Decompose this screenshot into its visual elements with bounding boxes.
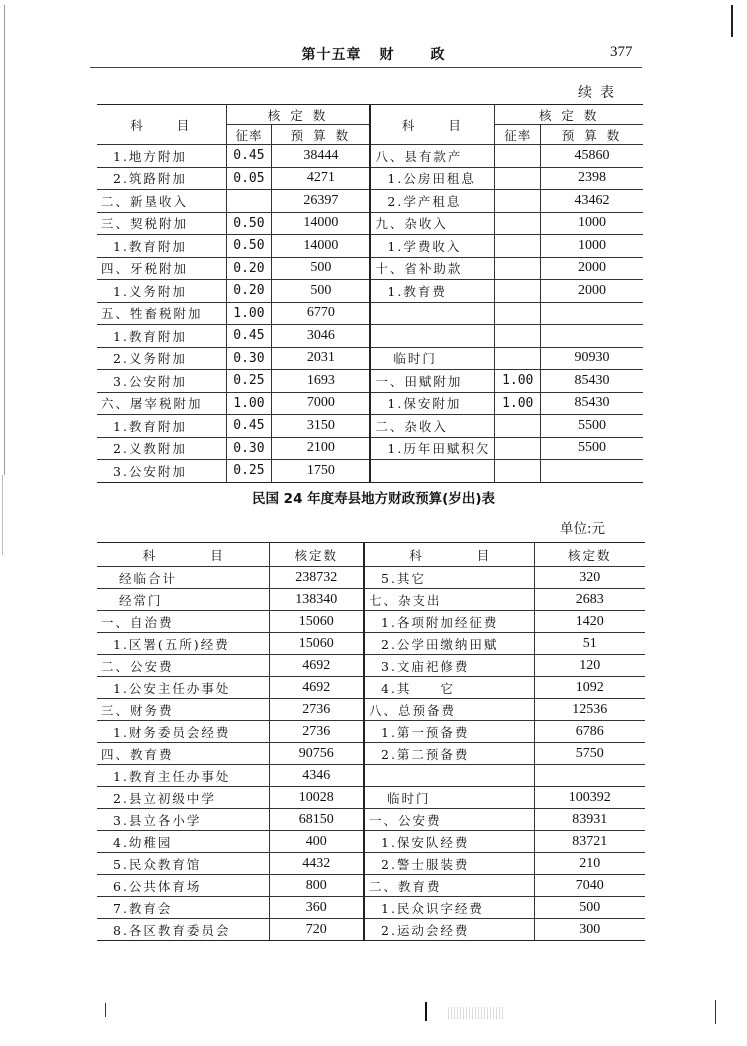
right-value: 300	[534, 919, 645, 941]
table-row	[97, 611, 645, 633]
left-value: 4692	[269, 677, 364, 699]
right-subject: 1.各项附加经征费	[364, 611, 534, 633]
left-budget: 6770	[272, 302, 371, 325]
right-subject: 一、田赋附加	[370, 370, 494, 393]
left-value: 138340	[269, 589, 364, 611]
right-rate	[495, 302, 541, 325]
right-value: 51	[534, 633, 645, 655]
left-rate: 0.45	[226, 325, 272, 348]
right-value: 1092	[534, 677, 645, 699]
left-value: 720	[269, 919, 364, 941]
right-subject: 2.运动会经费	[364, 919, 534, 941]
table-title: 民国 24 年度寿县地方财政预算(岁出)表	[251, 491, 496, 507]
right-budget: 90930	[541, 347, 643, 370]
left-rate: 0.30	[226, 347, 272, 370]
left-subject: 1.区署(五所)经费	[97, 633, 269, 655]
left-budget: 1750	[272, 460, 371, 483]
left-budget: 2031	[272, 347, 371, 370]
right-budget: 85430	[541, 370, 643, 393]
right-value: 5750	[534, 743, 645, 765]
header-rate: 征率	[226, 125, 272, 145]
header-verified: 核定数	[534, 543, 645, 567]
left-budget: 3150	[272, 415, 371, 438]
left-value: 4432	[269, 853, 364, 875]
table-header-row	[97, 543, 645, 567]
header-budget: 预 算 数	[272, 125, 371, 145]
header-subject-a: 科	[142, 547, 156, 563]
section-char-a: 财	[379, 47, 395, 63]
left-subject: 1.地方附加	[97, 145, 226, 168]
right-subject: 1.民众识字经费	[364, 897, 534, 919]
table-row	[97, 655, 645, 677]
table-row	[97, 437, 643, 460]
table-row	[97, 302, 643, 325]
left-subject: 4.幼稚园	[97, 831, 269, 853]
header-rule	[90, 67, 642, 68]
left-subject: 1.教育附加	[97, 325, 226, 348]
right-budget: 2000	[541, 257, 643, 280]
table-row	[97, 235, 643, 258]
right-value: 83931	[534, 809, 645, 831]
left-rate: 0.45	[226, 145, 272, 168]
table-row	[97, 370, 643, 393]
header-verified: 核 定 数	[495, 105, 643, 125]
right-subject: 2.第二预备费	[364, 743, 534, 765]
right-budget	[541, 302, 643, 325]
left-subject: 一、自治费	[97, 611, 269, 633]
left-value: 4692	[269, 655, 364, 677]
table-row	[97, 167, 643, 190]
table-row	[97, 875, 645, 897]
left-budget: 7000	[272, 392, 371, 415]
table-row	[97, 809, 645, 831]
table-row	[97, 190, 643, 213]
right-budget: 85430	[541, 392, 643, 415]
left-rate: 0.20	[226, 257, 272, 280]
right-rate	[495, 235, 541, 258]
left-subject: 1.教育主任办事处	[97, 765, 269, 787]
left-subject: 3.公安附加	[97, 370, 226, 393]
right-budget: 5500	[541, 437, 643, 460]
table-row	[97, 721, 645, 743]
left-rate: 1.00	[226, 392, 272, 415]
header-subject	[97, 543, 269, 567]
right-value	[534, 765, 645, 787]
right-budget: 5500	[541, 415, 643, 438]
right-subject: 1.历年田赋积欠	[370, 437, 494, 460]
table-row	[97, 280, 643, 303]
left-subject: 8.各区教育委员会	[97, 919, 269, 941]
left-budget: 3046	[272, 325, 371, 348]
table-row	[97, 347, 643, 370]
table-row	[97, 853, 645, 875]
left-value: 238732	[269, 567, 364, 589]
left-rate: 0.25	[226, 370, 272, 393]
right-subject: 1.保安队经费	[364, 831, 534, 853]
table-row	[97, 567, 645, 589]
table-row	[97, 831, 645, 853]
left-rate: 0.50	[226, 212, 272, 235]
right-budget: 43462	[541, 190, 643, 213]
left-subject: 四、牙税附加	[97, 257, 226, 280]
right-subject: 4.其 它	[364, 677, 534, 699]
left-rate: 0.30	[226, 437, 272, 460]
right-rate	[495, 257, 541, 280]
right-rate	[495, 460, 541, 483]
right-budget	[541, 325, 643, 348]
table-row	[97, 257, 643, 280]
right-subject: 二、杂收入	[370, 415, 494, 438]
left-subject: 1.公安主任办事处	[97, 677, 269, 699]
right-subject	[370, 460, 494, 483]
right-value: 100392	[534, 787, 645, 809]
right-subject: 临时门	[364, 787, 534, 809]
right-subject: 十、省补助款	[370, 257, 494, 280]
header-verified: 核定数	[269, 543, 364, 567]
left-rate	[226, 190, 272, 213]
scan-mark	[715, 1000, 716, 1024]
header-subject-a: 科	[409, 547, 422, 563]
scan-mark	[105, 1003, 106, 1017]
right-rate	[495, 325, 541, 348]
left-budget: 14000	[272, 212, 371, 235]
table-row	[97, 325, 643, 348]
right-subject: 七、杂支出	[364, 589, 534, 611]
right-value: 6786	[534, 721, 645, 743]
right-rate	[495, 437, 541, 460]
left-rate: 0.20	[226, 280, 272, 303]
left-subject: 3.县立各小学	[97, 809, 269, 831]
left-value: 400	[269, 831, 364, 853]
header-subject	[364, 543, 534, 567]
table-row	[97, 919, 645, 941]
left-budget: 38444	[272, 145, 371, 168]
right-rate	[495, 212, 541, 235]
left-rate: 0.25	[226, 460, 272, 483]
right-budget: 2000	[541, 280, 643, 303]
left-value: 360	[269, 897, 364, 919]
right-subject: 1.公房田租息	[370, 167, 494, 190]
right-budget: 1000	[541, 212, 643, 235]
header-subject: 科 目	[370, 105, 494, 145]
left-subject: 2.县立初级中学	[97, 787, 269, 809]
left-rate: 1.00	[226, 302, 272, 325]
left-subject: 6.公共体育场	[97, 875, 269, 897]
right-value: 210	[534, 853, 645, 875]
left-budget: 26397	[272, 190, 371, 213]
right-rate: 1.00	[495, 370, 541, 393]
unit-label: 单位:元	[560, 521, 606, 537]
left-budget: 1693	[272, 370, 371, 393]
header-subject-b: 目	[476, 547, 490, 563]
table-header-row	[97, 105, 643, 125]
right-subject: 3.文庙祀修费	[364, 655, 534, 677]
left-budget: 2100	[272, 437, 371, 460]
right-subject: 1.保安附加	[370, 392, 494, 415]
continued-label: 续表	[578, 85, 622, 101]
left-subject: 五、牲畜税附加	[97, 302, 226, 325]
running-header	[0, 44, 747, 64]
table-row	[97, 392, 643, 415]
left-subject: 1.教育附加	[97, 415, 226, 438]
revenue-table-continued	[97, 104, 643, 483]
left-subject: 2.义教附加	[97, 437, 226, 460]
table-row	[97, 787, 645, 809]
left-subject: 三、契税附加	[97, 212, 226, 235]
left-subject: 经常门	[97, 589, 269, 611]
left-subject: 1.义务附加	[97, 280, 226, 303]
right-subject: 1.教育费	[370, 280, 494, 303]
expenditure-table	[97, 542, 645, 941]
right-subject: 2.公学田缴纳田赋	[364, 633, 534, 655]
right-subject: 八、县有款产	[370, 145, 494, 168]
right-value: 2683	[534, 589, 645, 611]
left-subject: 2.筑路附加	[97, 167, 226, 190]
header-subject-b: 目	[210, 547, 223, 563]
right-subject: 1.学费收入	[370, 235, 494, 258]
right-subject: 临时门	[370, 347, 494, 370]
left-value: 90756	[269, 743, 364, 765]
right-subject	[364, 765, 534, 787]
header-budget: 预 算 数	[541, 125, 643, 145]
scan-edge-mark	[731, 5, 733, 37]
table-row	[97, 699, 645, 721]
right-budget: 45860	[541, 145, 643, 168]
right-budget: 1000	[541, 235, 643, 258]
left-subject: 1.教育附加	[97, 235, 226, 258]
right-value: 83721	[534, 831, 645, 853]
page-number: 377	[610, 44, 633, 60]
right-subject: 2.警士服装费	[364, 853, 534, 875]
table-row	[97, 145, 643, 168]
right-value: 12536	[534, 699, 645, 721]
left-rate: 0.05	[226, 167, 272, 190]
left-value: 2736	[269, 721, 364, 743]
left-value: 15060	[269, 633, 364, 655]
scan-edge-line	[4, 5, 5, 475]
left-value: 68150	[269, 809, 364, 831]
left-subject: 5.民众教育馆	[97, 853, 269, 875]
left-subject: 四、教育费	[97, 743, 269, 765]
header-subject: 科 目	[97, 105, 226, 145]
header-rate: 征率	[495, 125, 541, 145]
table-row	[97, 633, 645, 655]
right-subject	[370, 302, 494, 325]
right-budget	[541, 460, 643, 483]
chapter-label: 第十五章	[301, 47, 362, 63]
right-subject: 一、公安费	[364, 809, 534, 831]
table-row	[97, 897, 645, 919]
left-value: 15060	[269, 611, 364, 633]
right-rate	[495, 347, 541, 370]
right-subject: 九、杂收入	[370, 212, 494, 235]
left-value: 2736	[269, 699, 364, 721]
left-value: 10028	[269, 787, 364, 809]
left-subject: 7.教育会	[97, 897, 269, 919]
left-subject: 二、新垦收入	[97, 190, 226, 213]
scan-noise	[448, 1007, 503, 1019]
right-value: 120	[534, 655, 645, 677]
left-subject: 3.公安附加	[97, 460, 226, 483]
left-rate: 0.45	[226, 415, 272, 438]
right-value: 1420	[534, 611, 645, 633]
right-rate	[495, 167, 541, 190]
right-subject: 二、教育费	[364, 875, 534, 897]
table-row	[97, 212, 643, 235]
table-row	[97, 415, 643, 438]
left-budget: 500	[272, 280, 371, 303]
left-budget: 500	[272, 257, 371, 280]
right-value: 320	[534, 567, 645, 589]
section-char-b: 政	[430, 47, 446, 63]
right-subject: 八、总预备费	[364, 699, 534, 721]
left-value: 4346	[269, 765, 364, 787]
left-subject: 二、公安费	[97, 655, 269, 677]
scan-mark	[425, 1002, 427, 1021]
left-subject: 2.义务附加	[97, 347, 226, 370]
right-rate	[495, 145, 541, 168]
table-row	[97, 589, 645, 611]
right-subject	[370, 325, 494, 348]
left-budget: 14000	[272, 235, 371, 258]
table-row	[97, 765, 645, 787]
table-row	[97, 460, 643, 483]
header-verified: 核 定 数	[226, 105, 370, 125]
right-rate	[495, 280, 541, 303]
left-budget: 4271	[272, 167, 371, 190]
left-value: 800	[269, 875, 364, 897]
right-rate: 1.00	[495, 392, 541, 415]
right-rate	[495, 415, 541, 438]
right-value: 7040	[534, 875, 645, 897]
left-subject: 1.财务委员会经费	[97, 721, 269, 743]
table-row	[97, 743, 645, 765]
right-rate	[495, 190, 541, 213]
right-subject: 5.其它	[364, 567, 534, 589]
left-subject: 六、屠宰税附加	[97, 392, 226, 415]
right-subject: 1.第一预备费	[364, 721, 534, 743]
left-subject: 经临合计	[97, 567, 269, 589]
right-budget: 2398	[541, 167, 643, 190]
table-row	[97, 677, 645, 699]
left-subject: 三、财务费	[97, 699, 269, 721]
right-value: 500	[534, 897, 645, 919]
left-rate: 0.50	[226, 235, 272, 258]
right-subject: 2.学产租息	[370, 190, 494, 213]
